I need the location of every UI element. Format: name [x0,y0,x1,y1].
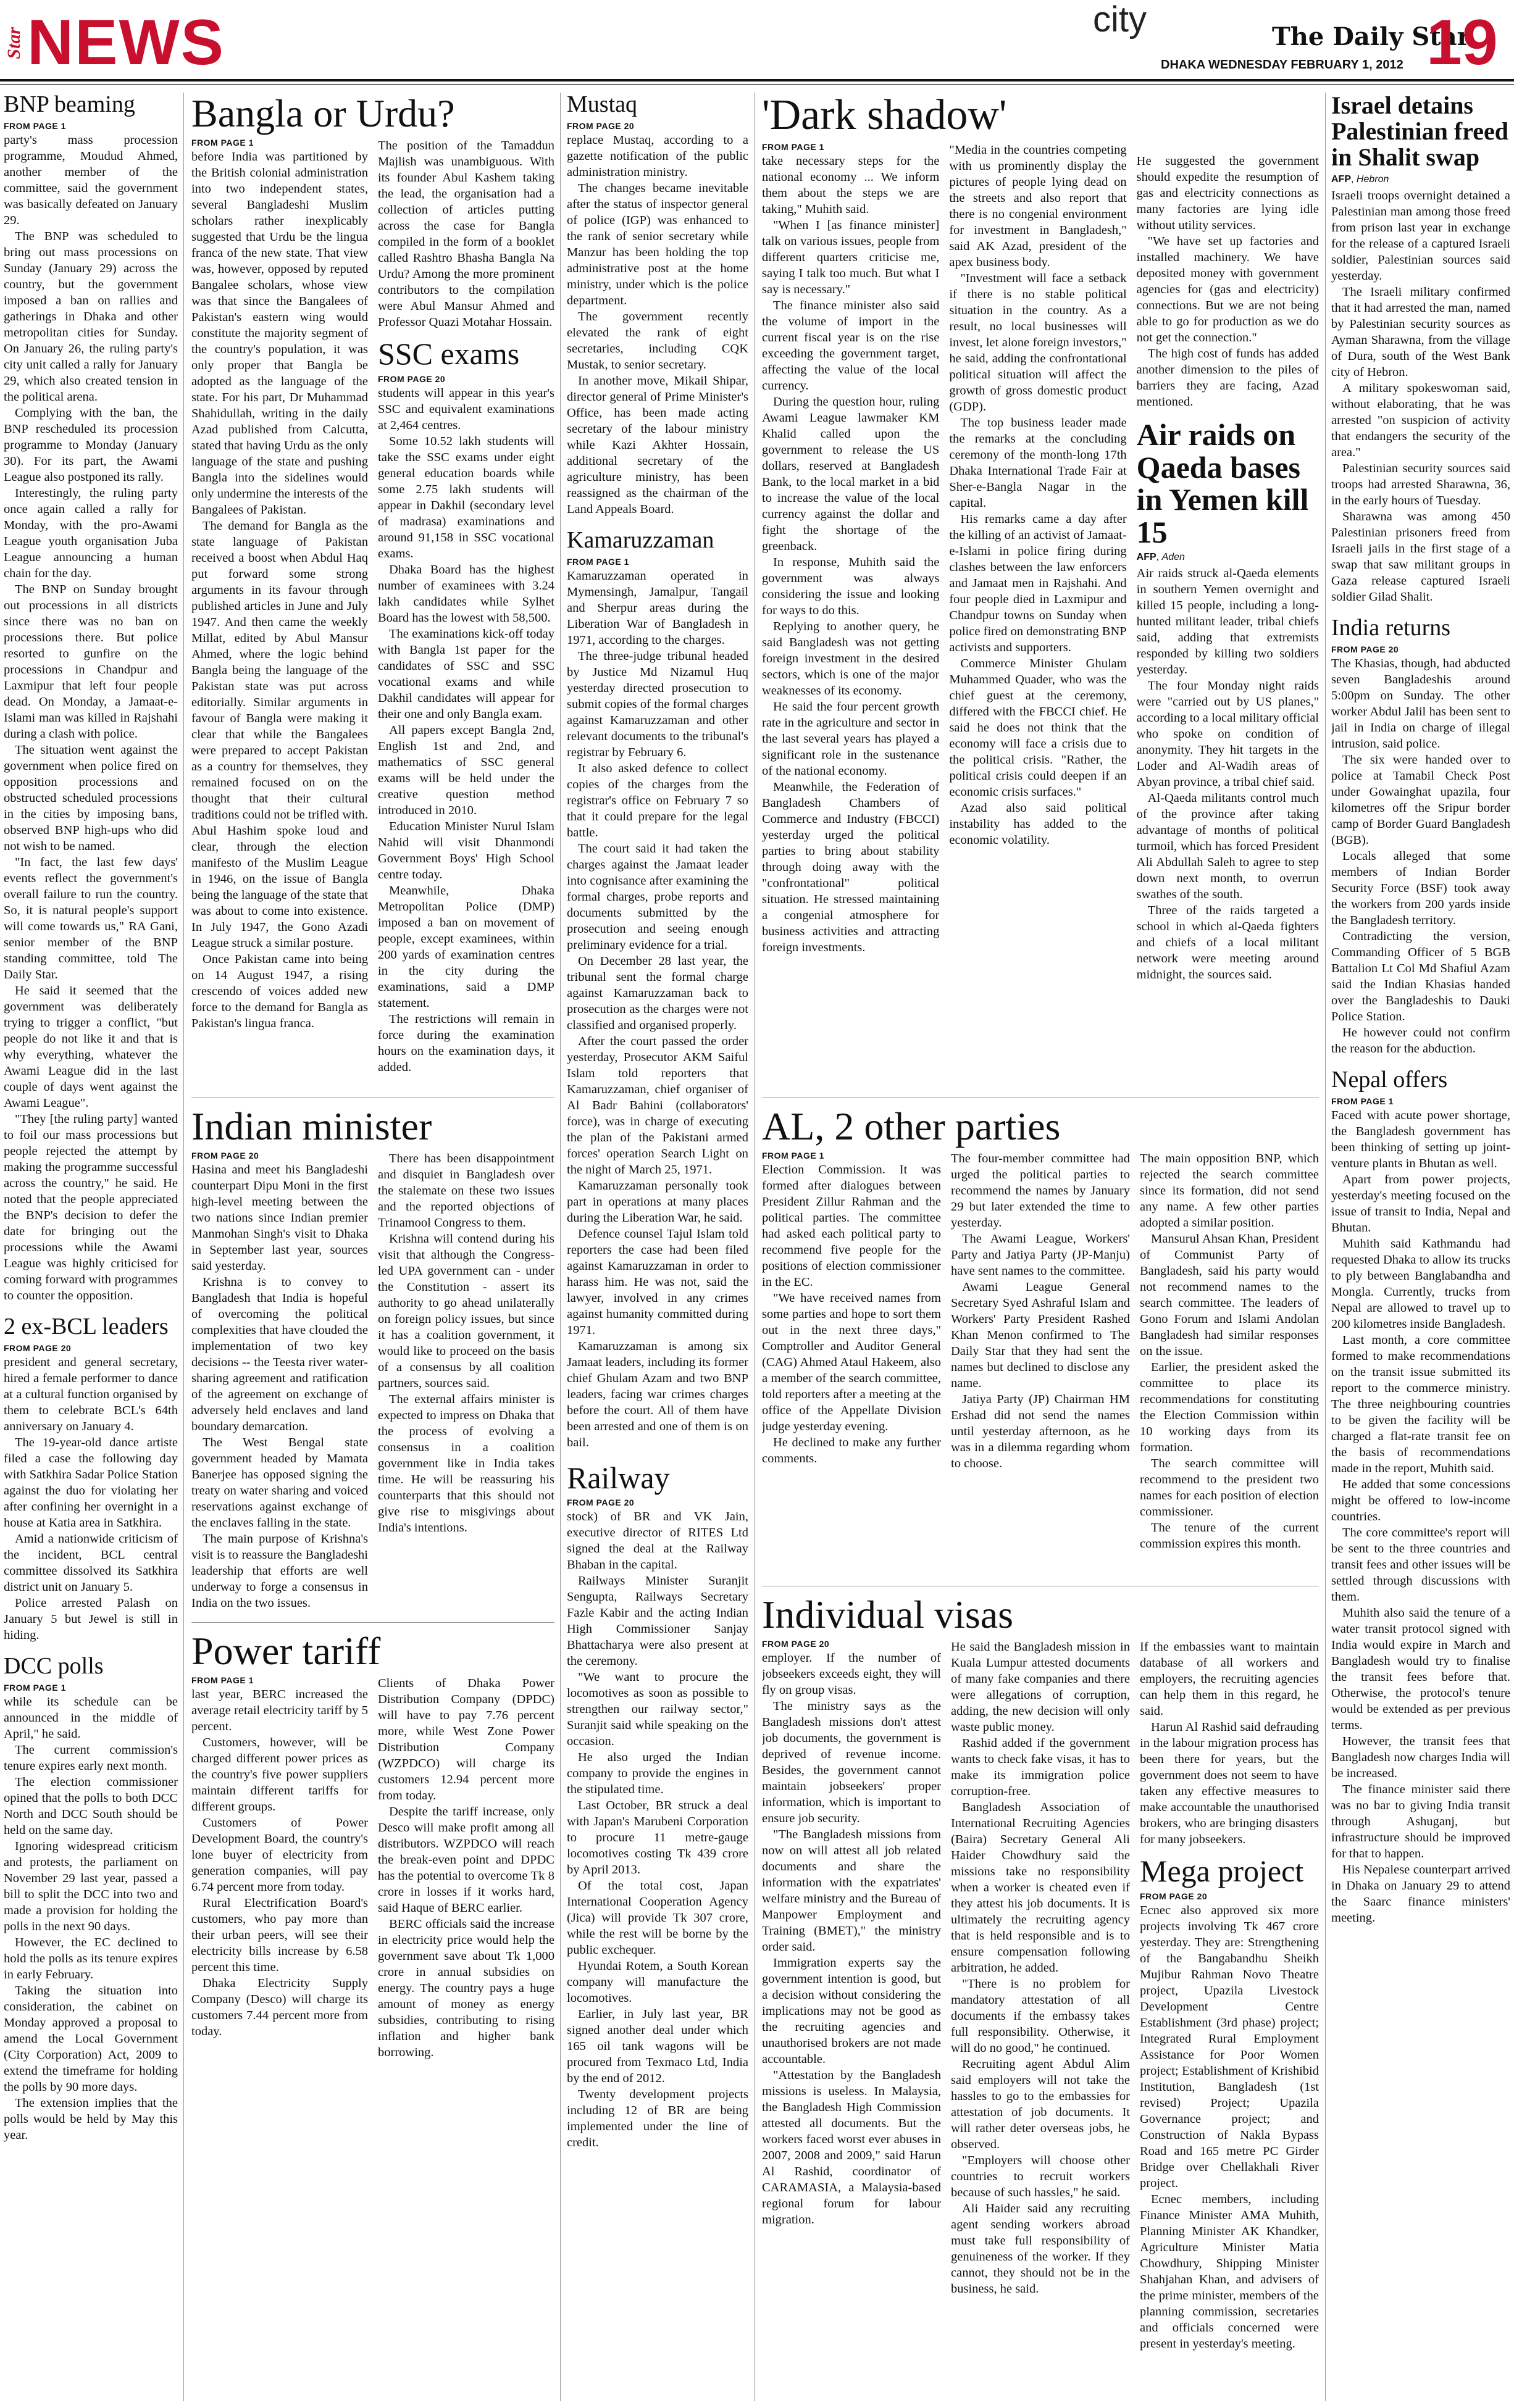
headline: Israel detains Palestinian freed in Shalit swap [1331,93,1509,171]
headline: Power tariff [191,1628,381,1673]
paragraph: Bangladesh Association of International Recruiting Agencies (Baira) Secretary General Ali Haider Chowdhury said the missions take no responsibility when a worker is cheated even if they attest his job documents. It is ultimately the recruiting agency that is held responsible and is to ensure compensation following arbitration, he added. [951,1801,1130,1975]
paragraph: The three-judge tribunal headed by Justice Md Nizamul Huq yesterday directed prosecution to submit copies of the formal charges against Kamaruzzaman and other relevant documents to the tribunal's registrar by February 6. [567,649,748,759]
paragraph: "They [the ruling party] wanted to foil our mass processions but people rejected the attempt by making the programme successful across the country," he said. He noted that the people appreciated the BNP's decision to defer the date for bringing out the processions while the Awami League was highly criticised for coming forward with programmes to counter the opposition. [4,1112,178,1302]
paragraph: "There is no problem for mandatory attestation of all documents if the embassy takes full responsibility. Otherwise, it will do no good," he continued. [951,1977,1130,2056]
paragraph: The demand for Bangla as the state language of Pakistan received a boost when Abdul Haq put forward some strong arguments in its favour through published articles in June and July 1947. And then came the weekly Millat, edited by Abul Mansur Ahmed, where the logic behind Bangla being the language of the Pakistan state was put across editorially. Similar arguments in favour of Bangla were making it clear that while the Bangalees were prepared to accept Pakistan as a country for themselves, they remained focused on on the thought that their cultural traditions could not be trifled with. Abul Hashim spoke loud and clear, through the election manifesto of the Muslim League in 1946, on the issue of Bangla being the language of the state that was about to come into existence. In July 1947, the Gono Azadi League struck a similar posture. [191,519,368,951]
section-subtitle: city [1093,0,1147,40]
story-bangla-or-urdu [191,93,554,1086]
paragraph: The six were handed over to police at Tamabil Check Post under Gowainghat upazila, four kilometres off the Sripur border camp of Border Guard Bangladesh (BGB). [1331,752,1510,847]
story-dark-shadow-block [762,93,1319,1086]
paragraph: He said the four percent growth rate in the agriculture and sector in the last several years has played a significant role in the sustenance of the national economy. [762,699,940,778]
paragraph: Clients of Dhaka Power Distribution Company (DPDC) will have to pay 7.76 percent more, while West Zone Power Distribution Company (WZPDCO) will charge its customers 12.94 percent more from today. [378,1677,554,1803]
story-india-returns [1331,616,1510,1057]
paragraph: Awami League General Secretary Syed Ashraful Islam and Workers' Party President Rashed Khan Menon confirmed to The Daily Star that they had sent the names but declined to disclose any name. [951,1280,1130,1391]
paragraph: The tenure of the current commission expires this month. [1140,1521,1319,1551]
paragraph: Recruiting agent Abdul Alim said employers will not take the hassles to go to the embassies for attestation of job documents. It will rather deter overseas jobs, he observed. [951,2057,1130,2152]
story-mustaq [567,93,748,517]
headline: Air raids on Qaeda bases in Yemen kill 15 [1136,417,1309,549]
paragraph: The top business leader made the remarks at the concluding ceremony of the month-long 17th Dhaka International Trade Fair at Sher-e-Bangla Nagar in the capital. [949,415,1127,510]
paragraph: students will appear in this year's SSC and equivalent examinations at 2,464 centres. [378,386,554,432]
column-1 [4,93,178,2404]
paragraph: The position of the Tamaddun Majlish was unambiguous. With its founder Abul Kashem taking the lead, the organisation had a collection of articles putting across the case for Bangla compiled in the form of a booklet called Rashtro Bhasha Bangla Na Urdu? Among the more prominent contributors to the compilation were Abul Mansur Ahmed and Professor Quazi Motahar Hossain. [378,139,554,330]
story-mega-project [1140,1855,1319,2352]
paragraph: "The Bangladesh missions from now on will attest all job related documents and share the information with the expatriates' welfare ministry and the Bureau of Manpower Employment and Training (BMET)," the ministry order said. [762,1828,941,1954]
section-title: NEWS [27,7,225,78]
story-power-tariff [191,1630,554,2060]
paragraph: Police arrested Palash on January 5 but Jewel is still in hiding. [4,1596,178,1642]
story-body [4,132,178,1304]
paragraph: Krishna will contend during his visit that although the Congress-led UPA government can - under the Constitution - assert its authority to go ahead unilaterally on foreign policy issues, but since it has a coalition government, it would like to proceed on the basis of a consensus by all coalition partners, sources said. [378,1231,554,1390]
paragraph: All papers except Bangla 2nd, English 1st and 2nd, and mathematics of SSC general exams will be held under the creative question method introduced in 2010. [378,723,554,817]
column-4 [762,93,1319,2404]
paragraph: "Employers will choose other countries to recruit workers because of such hassles," he said. [951,2154,1130,2200]
story-body-continued [1137,153,1319,410]
story-indian-minister [191,1106,554,1611]
paragraph: Dhaka Board has the highest number of examinees with 3.24 lakh candidates while Sylhet Board has the lowest with 58,500. [378,562,554,625]
headline: Mustaq [567,93,637,117]
paragraph: Faced with acute power shortage, the Bangladesh government has been thinking of setting up joint-venture plants in Bhutan as well. [1331,1108,1510,1170]
paragraph: The changes became inevitable after the status of inspector general of police (IGP) was enhanced to the rank of senior secretary while Manzur has been holding the top administrative post at the home ministry, under which is the police department. [567,181,748,307]
story-ssc-exams [378,338,554,1075]
paragraph: A military spokeswoman said, without elaborating, that he was arrested "on suspicion of activity that endangers the security of the area." [1331,381,1510,459]
paragraph: Harun Al Rashid said defrauding in the labour migration process has been there for years, but the government does not seem to have taken any effective measures to make accountable the unauthorised brokers, who are bringing disasters for many jobseekers. [1140,1720,1319,1847]
paragraph: The ministry says as the Bangladesh missions don't attest job documents, the government is deprived of revenue income. Besides, the government cannot maintain jobseekers' proper information, which is important to ensure job security. [762,1699,941,1826]
wire-credit: AFP, Hebron [1331,174,1389,185]
paragraph: In response, Muhith said the government was always considering the issue and looking for ways to do this. [762,555,940,617]
wire-dateline: Aden [1161,552,1185,562]
story-2-ex-bcl-leaders [4,1315,178,1643]
paragraph: He however could not confirm the reason for the abduction. [1331,1025,1510,1056]
paragraph: There has been disappointment and disquiet in Bangladesh over the stalemate on these two issues and the reported objections of Trinamool Congress to them. [378,1151,554,1230]
paragraph: Defence counsel Tajul Islam told reporters the case had been filed against Kamaruzzaman in order to harass him. He was not, said the lawyer, involved in any crimes against humanity committed during 1971. [567,1227,748,1337]
paragraph: Jatiya Party (JP) Chairman HM Ershad did not send the names until yesterday afternoon, as he was in a dilemma regarding whom to choose. [951,1393,1130,1471]
headline: Indian minister [191,1104,432,1148]
masthead-thin-rule [0,84,1514,85]
jump-line: FROM PAGE 20 [567,120,635,131]
paragraph: However, the transit fees that Bangladesh now charges India will be increased. [1331,1734,1510,1780]
paragraph: The external affairs minister is expected to impress on Dhaka that the process of evolving a consensus in a coalition government like in India takes time. He will be reassuring his counterparts that this should not give rise to misgivings about India's intentions. [378,1392,554,1535]
paragraph: He added that some concessions might be offered to low-income countries. [1331,1477,1510,1523]
paragraph: Meanwhile, the Federation of Bangladesh Chambers of Commerce and Industry (FBCCI) yesterday urged the political parties to bring about stability through doing away with the "confrontational" political situation. He stressed maintaining a congenial atmosphere for business activities and attracting foreign investments. [762,780,940,954]
paragraph: Replying to another query, he said Bangladesh was not getting foreign investment in the desired sectors, which is one of the major weaknesses of its economy. [762,619,940,698]
paragraph: He declined to make any further comments. [762,1436,941,1466]
masthead [0,0,1514,86]
story-body-continued [378,1151,554,1536]
paragraph: The current commission's tenure expires early next month. [4,1743,178,1773]
jump-line: FROM PAGE 20 [567,1498,635,1508]
jump-line: FROM PAGE 20 [4,1343,72,1353]
paragraph: The BNP on Sunday brought out processions in all districts since there was no ban on processions there. But police resorted to gunfire on the processions in Chandpur and Laxmipur that left four people dead. On Monday, a Jamaat-e-Islami man was killed in Rajshahi during a clash with police. [4,582,178,741]
story-body [4,1694,178,2143]
story-body-continued [378,138,554,330]
paragraph: party's mass procession programme, Moudud Ahmed, another member of the committee, said the government was basically defeated on January 29. [4,133,178,227]
paragraph: Ecnec also approved six more projects involving Tk 467 crore yesterday. They are: Strengthening of the Bangabandhu Sheikh Mujibur Rahman Novo Theatre project, Upazila Livestock Development Centre Establishment (3rd phase) project; Integrated Rural Employment Assistance for Poor Women project; Establishment of Krishibid Institution, Bangladesh (1st revised) Project; Upazila Governance project; and Construction of Nakla Bypass Road and 165 metre PC Girder Bridge over Chellakhali River project. [1140,1903,1319,2190]
story-body [1331,188,1510,605]
paragraph: while its schedule can be announced in the middle of April," he said. [4,1694,178,1741]
story-body-continued [1140,1639,1319,1848]
jump-line: FROM PAGE 1 [191,138,254,148]
masthead-rule [0,79,1514,81]
story-al-2-other-parties [762,1106,1319,1575]
paragraph: Interestingly, the ruling party once again called a rally for Monday, with the pro-Awami League youth organisation Juba League announcing a human chain for the day. [4,486,178,580]
story-kamaruzzaman [567,528,748,1451]
wire-dateline: Hebron [1356,174,1389,185]
paragraph: Hyundai Rotem, a South Korean company will manufacture the locomotives. [567,1959,748,2006]
paragraph: employer. If the number of jobseekers exceeds eight, they will fly on group visas. [762,1651,941,1698]
paragraph: "We have set up factories and installed machinery. We have deposited money with government agencies for (gas and electricity) connections. But we are not being able to go for production as we do not get the connection." [1136,235,1319,344]
story-air-raids-yemen [1137,419,1319,983]
paragraph: The court said it had taken the charges against the Jamaat leader into cognisance after examining the formal charges, probe reports and documents submitted by the prosecution and seeing enough preliminary evidence for a trial. [567,841,748,952]
paragraph: "When I [as finance minister] talk on various issues, people from different quarters criticise me, saying I talk too much. But what I say is necessary." [762,218,940,296]
paragraph: Taking the situation into consideration, the cabinet on Monday approved a proposal to amend the Local Government (City Corporation) Act, 2009 to extend the timeframe for holding the polls by 90 more days. [4,1983,178,2094]
paragraph: Customers, however, will be charged different power prices as the country's five power suppliers maintain different tariffs for different groups. [191,1736,368,1814]
paragraph: Azad also said political instability has added to the economic volatility. [949,801,1127,847]
paragraph: Muhith also said the tenure of a water transit protocol signed with India would expire in March and Bangladesh would try to finalise the transit fees before that. Otherwise, the protocol's tenure would be extended as per previous terms. [1331,1606,1510,1732]
headline: Kamaruzzaman [567,527,714,553]
story-body-continued [1140,1151,1319,1552]
paragraph: After the court passed the order yesterday, Prosecutor AKM Saiful Islam told reporters that Kamaruzzaman, chief organiser of Al Badr Bahini (collaborators' force), was in charge of executing the plan of the Pakistani armed forces' operation Search Light on the night of March 25, 1971. [567,1034,748,1177]
story-body [1140,1902,1319,2352]
paragraph: Ali Haider said any recruiting agent sending workers abroad must take full responsibility of genuineness of the worker. If they cannot, they should not be in the business, he said. [951,2202,1130,2296]
paragraph: Kamaruzzaman is among six Jamaat leaders, including its former chief Ghulam Azam and two BNP leaders, facing war crimes charges before the court. All of them have been arrested and one of them is on bail. [567,1339,748,1449]
column-rule [560,93,561,2401]
story-body [762,1650,941,2228]
paragraph: During the question hour, ruling Awami League lawmaker KM Khalid called upon the government to release the US dollars, reserved at Bangladesh Bank, to the local market in a bid to increase the value of the local currency against the dollar and fight the shortage of the greenback. [762,394,940,553]
headline: Mega project [1140,1854,1304,1889]
headline: 2 ex-BCL leaders [4,1313,169,1339]
jump-line: FROM PAGE 1 [1331,1096,1394,1106]
paragraph: Krishna is to convey to Bangladesh that India is hopeful of overcoming the political complexities that have clouded the implementation of two key decisions -- the Teesta river water-sharing agreement and ratification of the agreement on exchange of adversely held enclaves and land boundary demarcation. [191,1275,368,1433]
jump-line: FROM PAGE 1 [4,120,66,131]
wire-agency: AFP [1136,552,1156,562]
paragraph: The Awami League, Workers' Party and Jatiya Party (JP-Manju) have sent names to the committee. [951,1232,1130,1278]
paragraph: The situation went against the government when police fired on opposition processions and obstructed scheduled processions in the cities by imposing bans, observed BNP high-ups who did not wish to be named. [4,743,178,853]
jump-line: FROM PAGE 20 [191,1150,259,1160]
paragraph: The government recently elevated the rank of eight secretaries, including CQK Mustak, to senior secretary. [567,309,748,372]
paragraph: Once Pakistan came into being on 14 August 1947, a rising crescendo of voices added new force to the demand for Bangla as Pakistan's lingua franca. [191,952,368,1031]
paragraph: president and general secretary, hired a female performer to dance at a cultural function organised by them to celebrate BCL's 64th anniversary on January 4. [4,1355,178,1433]
headline: 'Dark shadow' [762,93,1007,139]
paragraph: Amid a nationwide criticism of the incident, BCL central committee dissolved its Satkhira district unit on January 5. [4,1531,178,1594]
paragraph: The high cost of funds has added another dimension to the piles of barriers they are facing, Azad mentioned. [1136,347,1319,409]
paragraph: The restrictions will remain in force during the examination hours on the examination days, it added. [378,1012,554,1074]
paragraph: Last month, a core committee formed to make recommendations on the transit issue submitted its report to the commerce ministry. The three neighbouring countries to be given the facility will be charged a flat-rate transit fee on the basis of recommendations made in the report, Muhith said. [1331,1333,1510,1475]
paragraph: Muhith said Kathmandu had requested Dhaka to allow its trucks to ply between Banglabandha and Mongla. Currently, trucks from Nepal are allowed to travel up to 200 kilometres inside Bangladesh. [1331,1236,1510,1331]
paragraph: Despite the tariff increase, only Desco will make profit among all distributors. WZPDCO will reach the break-even point and DPDC has the potential to overcome Tk 8 crore in losses if it works hard, said Haque of BERC earlier. [378,1805,554,1915]
paragraph: Commerce Minister Ghulam Muhammed Quader, who was the chief guest at the ceremony, differed with the FBCCI chief. He said he does not think that the economy will face a crisis due to the political crisis. "Rather, the political crisis could deepen if an economic crisis surfaces." [949,656,1127,799]
paragraph: The West Bengal state government headed by Mamata Banerjee has opposed signing the treaty on water sharing and voiced reservations against exchange of the enclaves falling in the state. [191,1435,368,1530]
headline: Individual visas [762,1593,1014,1636]
headline: DCC polls [4,1652,104,1679]
jump-line: FROM PAGE 1 [4,1682,66,1693]
paragraph: The finance minister also said the volume of import in the current fiscal year is on the rise exceeding the government target, affecting the value of the local currency. [762,298,940,393]
paragraph: Palestinian security sources said troops had arrested Sharawna, 36, in the early hours of Tuesday. [1331,462,1510,507]
paragraph: Israeli troops overnight detained a Palestinian man among those freed from prison last year in exchange for the release of a captured Israeli soldier, Palestinian sources said yesterday. [1331,189,1510,283]
paragraph: The Khasias, though, had abducted seven Bangladeshis around 5:00pm on Sunday. The other worker Abdul Jalil has been sent to jail in India on charge of illegal intrusion, said police. [1331,656,1510,751]
headline: Railway [567,1460,670,1495]
story-body [4,1354,178,1643]
headline: BNP beaming [4,93,135,117]
story-nepal-offers [1331,1068,1510,1926]
paragraph: Complying with the ban, the BNP rescheduled its procession programme to Monday (January 30). For its part, the Awami League also postponed its rally. [4,406,178,484]
paragraph: Last October, BR struck a deal with Japan's Marubeni Corporation to procure 11 metre-gauge locomotives costing Tk 439 crore by April 2013. [567,1799,748,1877]
story-body [762,1162,941,1467]
column-rule [183,93,184,2401]
paragraph: He said the Bangladesh mission in Kuala Lumpur attested documents of many fake companies and there were allegations of corruption, adding, the new decision will only waste public money. [951,1640,1130,1735]
paragraph: His Nepalese counterpart arrived in Dhaka on January 29 to attend the Saarc finance ministers' meeting. [1331,1862,1510,1925]
story-body-continued [949,142,1126,848]
paragraph: Meanwhile, Dhaka Metropolitan Police (DMP) imposed a ban on movement of people, except examinees, within 200 yards of examination centres in the city during the examinations, said a DMP statement. [378,883,554,1010]
paragraph: The core committee's report will be sent to the three countries and transit fees and other issues will be settled through discussions with them. [1331,1525,1510,1604]
jump-line: FROM PAGE 1 [567,556,629,567]
headline: Bangla or Urdu? [191,93,455,135]
story-body-continued [951,1639,1130,2297]
story-israel-detains [1331,93,1510,605]
paragraph: The four-member committee had urged the political parties to recommend the names by January 29 but later extended the time to yesterday. [951,1152,1130,1230]
paragraph: "In fact, the last few days' events reflect the government's overall failure to run the country. So, it is natural people's support will come towards us," RA Gani, senior member of the BNP standing committee, told The Daily Star. [4,855,178,981]
paragraph: The election commissioner opined that the polls to both DCC North and DCC South should be held on the same day. [4,1775,178,1837]
paragraph: Earlier, in July last year, BR signed another deal under which 165 oil tank wagons will be procured from Texmaco Ltd, India by the end of 2012. [567,2007,748,2086]
paragraph: Education Minister Nurul Islam Nahid will visit Dhanmondi Government Boys' High School centre today. [378,819,554,881]
star-logo-mark: Star [4,27,24,59]
paragraph: Hasina and meet his Bangladeshi counterpart Dipu Moni in the first high-level meeting between the two nations since Indian premier Manmohan Singh's visit to Dhaka in September last year, sources said yesterday. [191,1162,368,1273]
paragraph: The finance minister said there was no bar to giving India transit through Ashuganj, but infrastructure should be improved for that to happen. [1331,1782,1510,1860]
column-rule [754,93,755,2401]
paragraph: stock) of BR and VK Jain, executive director of RITES Ltd signed the deal at the Railway Bhaban in the capital. [567,1510,748,1572]
story-body [191,1686,368,2039]
page-number: 19 [1426,7,1498,78]
paragraph: Dhaka Electricity Supply Company (Desco) will charge its customers 7.44 percent more from today. [191,1977,368,2039]
paper-name: The Daily Star [1272,22,1470,51]
story-body [1137,565,1319,983]
paragraph: Air raids struck al-Qaeda elements in southern Yemen overnight and killed 15 people, including a long-hunted militant leader, tribal chiefs said, adding that extremists responded by killing two soldiers yesterday. [1136,567,1319,677]
jump-line: FROM PAGE 1 [762,141,824,152]
paragraph: The four Monday night raids were "carried out by US planes," according to a local military official who spoke on condition of anonymity. They hit targets in the Loder and Al-Wadih areas of Abyan province, a tribal chief said. [1136,679,1319,789]
paragraph: "Media in the countries competing with us prominently display the pictures of people lying dead on the streets and also report that there is no congenial environment for investment in Bangladesh," said AK Azad, president of the apex business body. [949,143,1127,269]
paragraph: The extension implies that the polls would be held by May this year. [4,2096,178,2142]
paragraph: BERC officials said the increase in electricity price would help the government save about Tk 1,000 crore in annual subsidies on energy. The country pays a huge amount of money as energy subsidies, contributing to rising inflation and higher bank borrowing. [378,1917,554,2060]
paragraph: The 19-year-old dance artiste filed a case the following day with Satkhira Sadar Police Station against the duo for violating her after confining her overnight in a house at Katia area in Satkhira. [4,1435,178,1530]
paragraph: In another move, Mikail Shipar, director general of Prime Minister's Office, has been made acting secretary of the labour ministry while Kazi Akhter Hossain, additional secretary of the agriculture ministry, has been reassigned as the chairman of the Land Appeals Board. [567,373,748,516]
paragraph: Earlier, the president asked the committee to place its recommendations for constituting the Election Commission within 10 working days from its formation. [1140,1360,1319,1455]
jump-line: FROM PAGE 20 [1331,644,1399,654]
paragraph: Railways Minister Suranjit Sengupta, Railways Secretary Fazle Kabir and the acting Indian High Commissioner Sanjay Bhattacharya were also present at the ceremony. [567,1574,748,1669]
paragraph: His remarks came a day after the killing of an activist of Jamaat-e-Islami in police firing during clashes between the law enforcers and Jamaat men in Rajshahi. And four people died in Laxmipur and Chandpur towns on Sunday when police fired on demonstrating BNP activists and supporters. [949,512,1127,654]
paragraph: Ecnec members, including Finance Minister AMA Muhith, Planning Minister AK Khandker, Agriculture Minister Matia Chowdhury, Shipping Minister Shahjahan Khan, and advisers of the prime minister, members of the planning commission, secretaries and officials concerned were present in yesterday's meeting. [1140,2192,1319,2351]
paragraph: The main opposition BNP, which rejected the search committee since its formation, did not send any name. A few other parties adopted a similar position. [1140,1152,1319,1230]
paragraph: The Israeli military confirmed that it had arrested the man, named by Palestinian security sources as Ayman Sharawna, from the village of Dura, south of the West Bank city of Hebron. [1331,285,1510,379]
column-5 [1331,93,1510,2404]
paragraph: He also urged the Indian company to provide the engines in the stipulated time. [567,1751,748,1797]
jump-line: FROM PAGE 20 [762,1639,830,1649]
paragraph: Rashid added if the government wants to check fake visas, it has to make its immigration police corruption-free. [951,1736,1130,1799]
story-body [191,149,368,1031]
paragraph: Apart from power projects, yesterday's meeting focused on the issue of transit to India, Nepal and Bhutan. [1331,1172,1510,1235]
paragraph: Kamaruzzaman operated in Mymensingh, Jamalpur, Tangail and Sherpur areas during the Liberation War of Bangladesh in 1971, according to the charges. [567,569,748,647]
paragraph: "We have received names from some parties and hope to sort them out in the next three days," Comptroller and Auditor General (CAG) Ahmed Ataul Hakeem, also a member of the search committee, told reporters after a meeting at the office of the Appellate Division judge yesterday evening. [762,1291,941,1434]
paragraph: last year, BERC increased the average retail electricity tariff by 5 percent. [191,1688,368,1734]
paragraph: Al-Qaeda militants control much of the province after taking advantage of months of political turmoil, which has forced President Ali Abdullah Saleh to agree to step down next month, to overrun swathes of the south. [1136,791,1319,901]
paragraph: The search committee will recommend to the president two names for each position of election commissioner. [1140,1457,1319,1519]
paragraph: Three of the raids targeted a school in which al-Qaeda fighters and chiefs of a local militant network were meeting around midnight, the sources said. [1136,904,1319,981]
column-3 [567,93,748,2404]
paragraph: The BNP was scheduled to bring out mass processions on Sunday (January 29) across the country, but the government imposed a ban on rallies and gatherings in Dhaka and other metropolitan cities for Sunday. On January 26, the ruling party's city unit called a rally for January 29, which also created tension in the political arena. [4,229,178,404]
paragraph: take necessary steps for the national economy ... We inform them about the steps we are taking," Muhith said. [762,154,940,216]
paragraph: Immigration experts say the government intention is good, but a decision without considering the implications may not be good as the recruiting agencies and unauthorised brokers are not made accountable. [762,1956,941,2067]
story-body [191,1162,368,1611]
story-body [378,385,554,1075]
paragraph: Kamaruzzaman personally took part in operations at many places during the Liberation War, he said. [567,1178,748,1225]
headline: SSC exams [378,336,520,372]
paragraph: However, the EC declined to hold the polls as its tenure expires in early February. [4,1935,178,1981]
jump-line: FROM PAGE 1 [191,1675,254,1686]
story-body [567,1509,748,2151]
jump-line: FROM PAGE 20 [378,373,446,384]
story-body [567,568,748,1451]
paragraph: Ignoring widespread criticism and protests, the parliament on November 29 last year, passed a bill to split the DCC into two and made a provision for holding the polls in the next 90 days. [4,1839,178,1933]
story-individual-visas [762,1594,1319,2363]
headline: India returns [1331,615,1451,641]
headline: Nepal offers [1331,1066,1448,1093]
paragraph: Mansurul Ahsan Khan, President of Communist Party of Bangladesh, said his party would not recommend names to the search committee. The leaders of Gono Forum and Islami Andolan Bangladesh had similar responses on the issue. [1140,1232,1319,1359]
headline: AL, 2 other parties [762,1106,1061,1148]
paragraph: Contradicting the version, Commanding Officer of 5 BGB Battalion Lt Col Md Shafiul Azam said the Indian Khasias handed over the Bangladeshis to Dauki Police Station. [1331,929,1510,1023]
wire-credit: AFP, Aden [1136,552,1185,562]
jump-line: FROM PAGE 1 [762,1151,824,1161]
paragraph: On December 28 last year, the tribunal sent the formal charge against Kamaruzzaman back to prosecution as the charges were not classified and organised properly. [567,954,748,1032]
paragraph: He suggested the government should expedite the resumption of gas and electricity connections as many factories are lying idle without utility services. [1136,154,1319,232]
story-railway [567,1462,748,2151]
jump-line: FROM PAGE 20 [1140,1891,1208,1901]
paragraph: The main purpose of Krishna's visit is to reassure the Bangladeshi leadership that efforts are well underway to forge a consensus in India on the two issues. [191,1531,368,1610]
paragraph: "Attestation by the Bangladesh missions is useless. In Malaysia, the Bangladesh High Commission attested all documents. But the workers faced worst ever abuses in 2007, 2008 and 2009," said Harun Al Rashid, coordinator of CARAMASIA, a Malaysia-based regional forum for labour migration. [762,2068,941,2227]
story-body [762,153,939,956]
story-body [567,132,748,517]
story-dcc-polls [4,1654,178,2143]
story-divider [191,1622,554,1623]
paragraph: Election Commission. It was formed after dialogues between President Zillur Rahman and the political parties. The committee had asked each political party to recommend five people for the positions of election commissioner in the EC. [762,1163,941,1289]
paragraph: He said it seemed that the government was deliberately trying to trigger a conflict, "but people do not like it and that is why everything, whatever the Awami League did in the last couple of days went against the Awami League". [4,983,178,1110]
paragraph: Twenty development projects including 12 of BR are being implemented under the line of credit. [567,2088,748,2150]
paragraph: "Investment will face a setback if there is no stable political situation in the country. As a result, no local businesses will invest, let alone foreign investors," he said, adding the confrontational political situation will affect the growth of gross domestic product (GDP). [949,271,1127,414]
paragraph: Sharawna was among 450 Palestinian prisoners freed from Israeli jails in the first stage of a swap that saw militant groups in Gaza release captured Israeli soldier Gilad Shalit. [1331,510,1510,604]
paragraph: Of the total cost, Japan International Cooperation Agency (Jica) will provide Tk 307 crore, while the rest will be borne by the public exchequer. [567,1879,748,1957]
story-body-continued [951,1151,1130,1472]
column-2 [191,93,554,2404]
dateline: DHAKA WEDNESDAY FEBRUARY 1, 2012 [1161,58,1403,72]
story-body-continued [378,1675,554,2060]
story-body [1331,656,1510,1057]
paragraph: Some 10.52 lakh students will take the SSC exams under eight general education boards while some 2.75 lakh students will appear in Dakhil (secondary level of madrasa) examinations and around 91,158 in SSC vocational exams. [378,434,554,560]
wire-agency: AFP [1331,174,1351,185]
paragraph: Customers of Power Development Board, the country's lone buyer of electricity from generation companies, will pay 6.74 percent more from today. [191,1816,368,1894]
paragraph: The examinations kick-off today with Bangla 1st paper for the candidates of SSC and SSC vocational exams and while Dakhil candidates will appear for their one and only Bangla exam. [378,627,554,721]
column-rule [1325,93,1326,2401]
story-bnp-beaming [4,93,178,1304]
paragraph: Locals alleged that some members of Indian Border Security Force (BSF) took away the workers from 200 yards inside the Bangladesh territory. [1331,849,1510,927]
paragraph: replace Mustaq, according to a gazette notification of the public administration ministry. [567,133,748,179]
paragraph: before India was partitioned by the British colonial administration into two independent states, several Bangladeshi Muslim scholars rather inexplicably suggested that Urdu be the lingua franca of the new state. That view was, however, opposed by reputed Bangalee scholars, whose view was that since the Bangalees of Pakistan's eastern wing would constitute the majority segment of the country's population, it was only proper that Bangla be adopted as the language of the state. For his part, Dr Muhammad Shahidullah, writing in the daily Azad published from Calcutta, stated that having Urdu as the only language of the state and pushing Bangla into the sidelines would only undermine the interests of the Bangalees of Pakistan. [191,150,368,517]
paragraph: Rural Electrification Board's customers, who pay more than their urban peers, will see their electricity bills increase by 6.58 percent this time. [191,1896,368,1975]
paragraph: It also asked defence to collect copies of the charges from the registrar's office on February 7 so that it could prepare for the legal battle. [567,761,748,839]
paragraph: "We want to procure the locomotives as soon as possible to strengthen our railway sector," Suranjit said while speaking on the occasion. [567,1670,748,1749]
paragraph: If the embassies want to maintain database of all workers and employers, the recruiting agencies can help them in this regard, he said. [1140,1640,1319,1719]
story-body [1331,1107,1510,1926]
